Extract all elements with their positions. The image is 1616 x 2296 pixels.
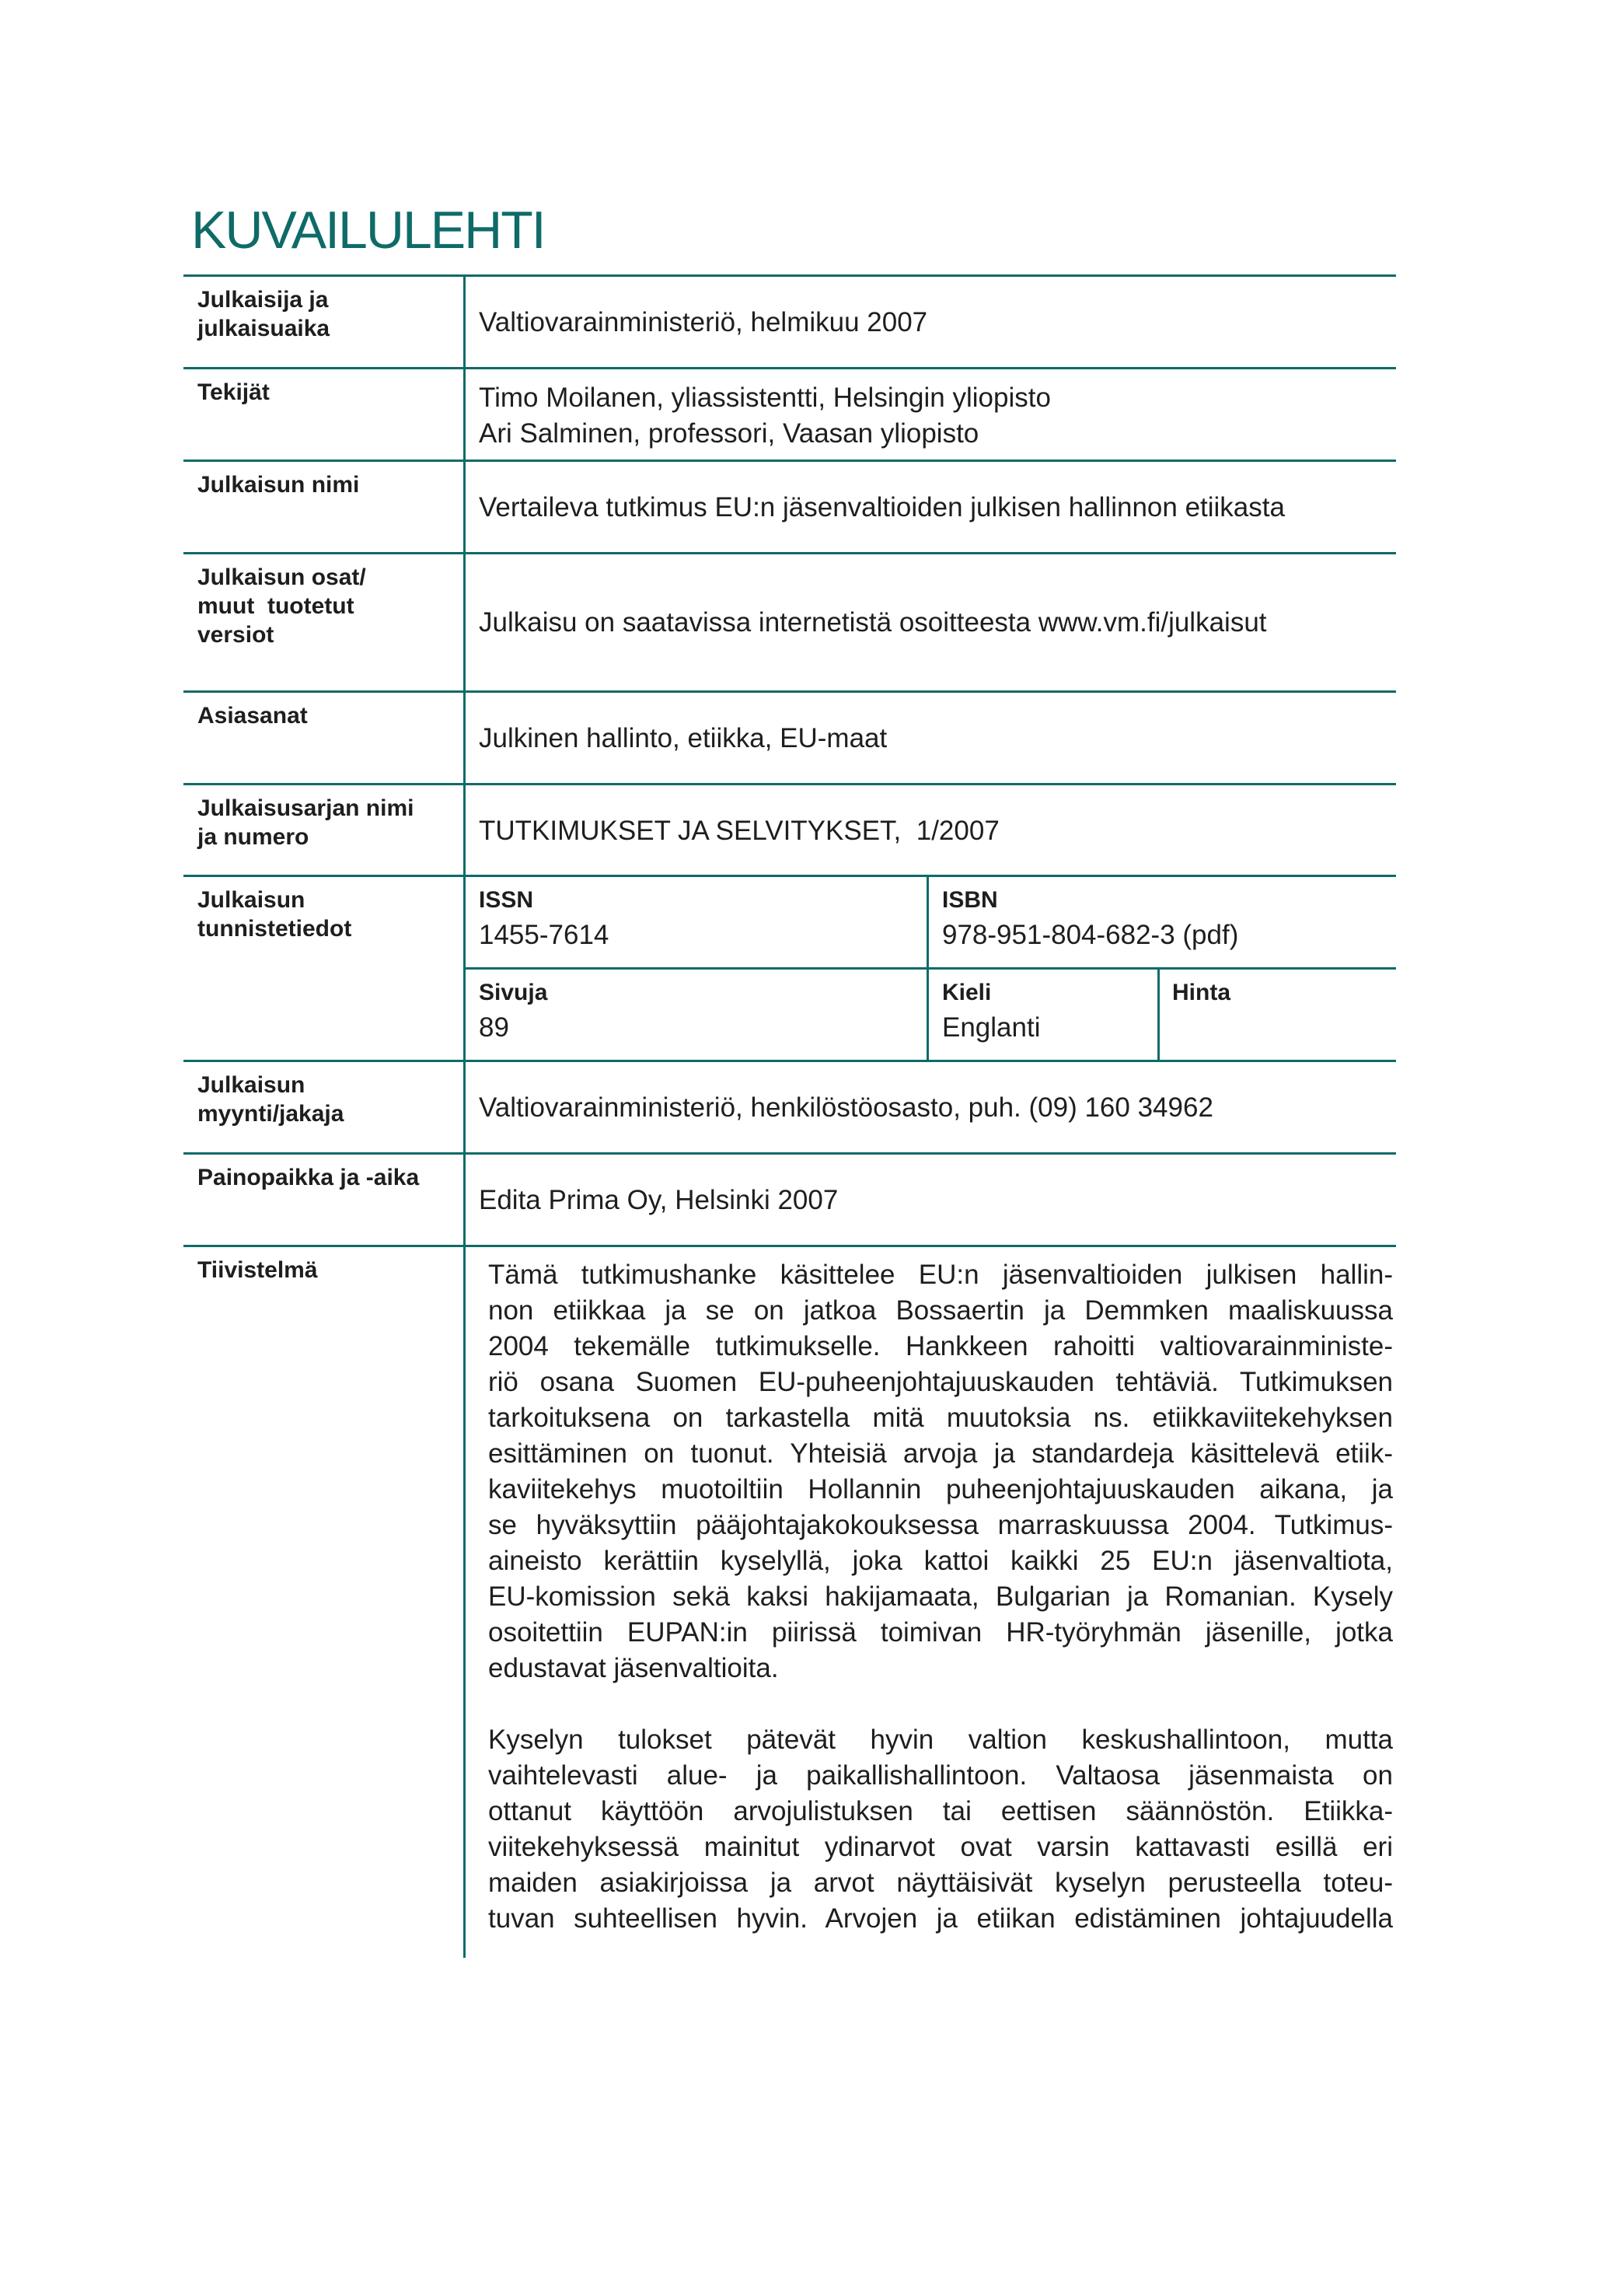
rule-9 bbox=[183, 1152, 1396, 1155]
publisher-label: Julkaisija ja julkaisuaika bbox=[197, 287, 330, 341]
printing-label: Painopaikka ja -aika bbox=[197, 1165, 420, 1190]
printing-value: Edita Prima Oy, Helsinki 2007 bbox=[479, 1185, 839, 1215]
pages-label: Sivuja bbox=[479, 980, 548, 1005]
rule-1 bbox=[183, 367, 1396, 369]
issn-value: 1455-7614 bbox=[479, 920, 609, 950]
authors-label: Tekijät bbox=[197, 379, 270, 405]
keywords-value: Julkinen hallinto, etiikka, EU-maat bbox=[479, 723, 888, 753]
pubname-value: Vertaileva tutkimus EU:n jäsenvaltioiden julkisen hallinnon etiikasta bbox=[479, 492, 1285, 522]
isbn-divider bbox=[927, 875, 929, 1060]
price-divider bbox=[1157, 967, 1160, 1060]
identifiers-label: Julkaisun tunnistetiedot bbox=[197, 887, 352, 942]
pubname-label: Julkaisun nimi bbox=[197, 472, 360, 498]
sales-value: Valtiovarainministeriö, henkilöstöosasto, puh. (09) 160 34962 bbox=[479, 1092, 1213, 1123]
sales-label: Julkaisun myynti/jakaja bbox=[197, 1072, 344, 1127]
abstract-text bbox=[488, 1257, 1393, 1973]
keywords-label: Asiasanat bbox=[197, 703, 308, 729]
publisher-value: Valtiovarainministeriö, helmikuu 2007 bbox=[479, 307, 928, 337]
language-value: Englanti bbox=[942, 1012, 1041, 1043]
language-label: Kieli bbox=[942, 980, 992, 1005]
rule-top bbox=[183, 274, 1396, 277]
authors-value: Timo Moilanen, yliassistentti, Helsingin yliopisto Ari Salminen, professori, Vaasan yliopisto bbox=[479, 383, 1051, 449]
isbn-value: 978-951-804-682-3 (pdf) bbox=[942, 920, 1239, 950]
rule-3 bbox=[183, 552, 1396, 554]
parts-value: Julkaisu on saatavissa internetistä osoitteesta www.vm.fi/julkaisut bbox=[479, 607, 1267, 638]
rule-2 bbox=[183, 460, 1396, 462]
rule-8 bbox=[183, 1060, 1396, 1062]
abstract-paragraph-2: Kyselyn tulokset pätevät hyvin valtion keskushallintoon, mutta vaihtelevasti alue- ja paikallishallintoon. Valtaosa jäsenmaista on ottanut käyttöön arvojulistuksen tai eettisen säännöstön. Etiikka- viitekehyksessä mainitut ydinarvot ovat varsin kattavasti esillä eri maiden asiakirjoissa ja arvot näyttäisivät kyselyn perusteella toteu- tuvan suhteellisen hyvin. Arvojen ja etiikan edistäminen johtajuudella bbox=[488, 1725, 1393, 1934]
series-label: Julkaisusarjan nimi ja numero bbox=[197, 795, 414, 850]
rule-5 bbox=[183, 783, 1396, 785]
rule-6 bbox=[183, 875, 1396, 877]
pages-value: 89 bbox=[479, 1012, 509, 1043]
rule-7 bbox=[463, 967, 1396, 970]
price-label: Hinta bbox=[1172, 980, 1230, 1005]
issn-label: ISSN bbox=[479, 887, 534, 913]
isbn-label: ISBN bbox=[942, 887, 998, 913]
page-title: KUVAILULEHTI bbox=[191, 201, 545, 260]
column-divider bbox=[463, 274, 466, 1958]
abstract-label: Tiivistelmä bbox=[197, 1257, 318, 1283]
parts-label: Julkaisun osat/ muut tuotetut versiot bbox=[197, 564, 366, 648]
rule-4 bbox=[183, 690, 1396, 693]
abstract-paragraph-1: Tämä tutkimushanke käsittelee EU:n jäsenvaltioiden julkisen hallin- non etiikkaa ja se on jatkoa Bossaertin ja Demmken maaliskuussa 2004 tekemälle tutkimukselle. Hankkeen rahoitti valtiovarainministe- riö osana Suomen EU-puheenjohtajuuskauden tehtäviä. Tutkimuksen tarkoituksena on tarkastella mitä muutoksia ns. etiikkaviitekehyksen esittäminen on tuonut. Yhteisiä arvoja ja standardeja käsittelevä etiik- kaviitekehys muotoiltiin Hollannin puheenjohtajuuskauden aikana, ja se hyväksyttiin pääjohtajakokouksessa marraskuussa 2004. Tutkimus- aineisto kerättiin kyselyllä, joka kattoi kaikki 25 EU:n jäsenvaltiota, EU-komission sekä kaksi hakijamaata, Bulgarian ja Romanian. Kysely osoitettiin EUPAN:in piirissä toimivan HR-työryhmän jäsenille, jotka edustavat jäsenvaltioita. bbox=[488, 1260, 1393, 1683]
series-value: TUTKIMUKSET JA SELVITYKSET, 1/2007 bbox=[479, 816, 1000, 846]
rule-10 bbox=[183, 1245, 1396, 1247]
